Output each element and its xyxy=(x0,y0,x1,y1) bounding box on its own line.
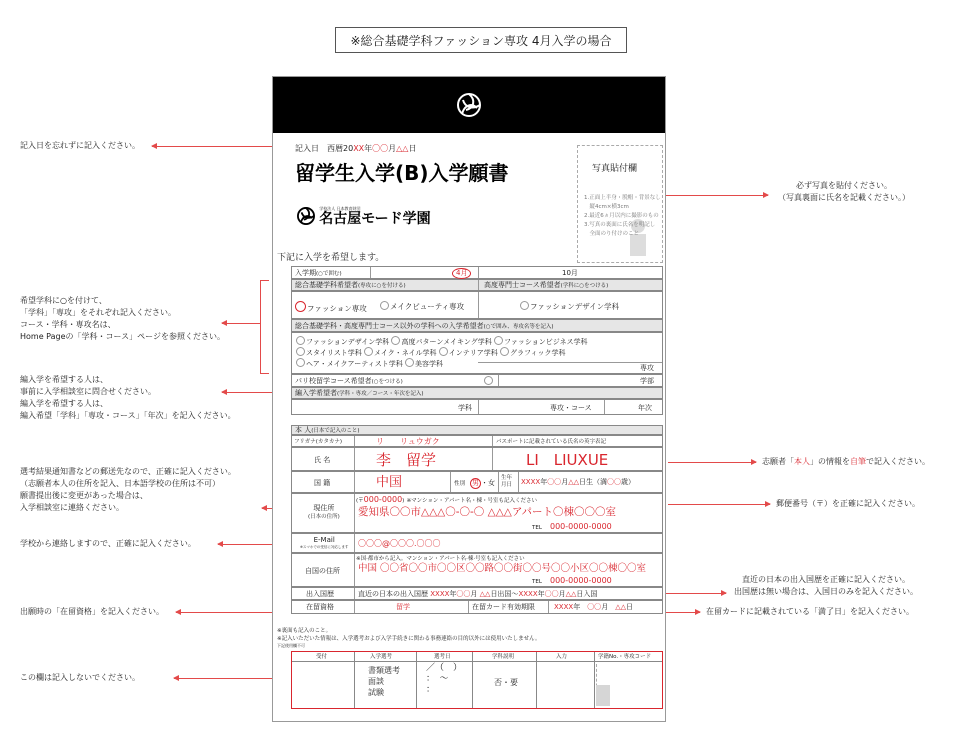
postal-code[interactable]: (〒000-0000) ※マンション・アパート名・棟・号室も記入ください xyxy=(356,495,537,504)
option-stylist[interactable]: スタイリスト学科 xyxy=(296,349,362,357)
furigana-row: フリガナ(カタカナ) リ リュウガク パスポートに記載されている氏名の英字表記 xyxy=(291,435,663,447)
note-department: 希望学科に○を付けて、 「学科」「専攻」をそれぞれ記入ください。 コース・学科・専攻名は、 Home Pageの「学科・コース」ページを参照ください。 xyxy=(20,296,225,341)
admission-october[interactable]: 10月 xyxy=(562,269,578,277)
note-card: 在留カードに記載されている「満了日」を記入ください。 xyxy=(706,607,914,616)
name-english-value[interactable]: LI LIUXUE xyxy=(526,451,609,469)
address-row: 現住所 (日本の住所) (〒000-0000) ※マンション・アパート名・棟・号室も記入ください 愛知県〇〇市△△△〇-〇-〇 △△△アパート〇棟〇〇〇室 TEL 000-0000-0000 xyxy=(291,493,663,533)
card-expiry-value[interactable]: XXXX年 〇〇月 △△日 xyxy=(554,603,633,611)
note-entry: 直近の日本の出入国歴を正確に記入ください。 出国歴は無い場合は、入国日のみを記入ください。 xyxy=(734,575,918,596)
transfer-header: 編入学希望者(学科・専攻／コース・年次を記入) xyxy=(291,387,663,399)
entry-date[interactable]: 記入日 西暦20XX年〇〇月△△日 xyxy=(295,144,417,153)
note-transfer: 編入学を希望する人は、 事前に入学相談室に問合せください。 編入学を希望する人は、 編入希望「学科」「専攻・コース」「年次」を記入ください。 xyxy=(20,375,236,420)
person-header: 本 人(日本で記入のこと) xyxy=(291,425,663,435)
note-photo: 必ず写真を貼付ください。 （写真裏面に氏名を記載ください。） xyxy=(778,181,910,202)
department-header-row: 総合基礎学科希望者(専攻に○を付ける) 高度専門士コース希望者(学科に○をつける) xyxy=(291,279,663,291)
paris-circle[interactable] xyxy=(484,376,494,387)
home-address-value[interactable]: 中国 〇〇省〇〇市〇〇区〇〇路〇〇街〇〇号〇〇小区〇〇棟〇〇室 xyxy=(358,563,647,574)
name-value[interactable]: 李 留学 xyxy=(376,451,437,469)
residence-status-row: 在留資格 留学 在留カード有効期限 XXXX年 〇〇月 △△日 xyxy=(291,600,663,614)
note-date: 記入日を忘れずに記入ください。 xyxy=(20,141,140,150)
residence-status-value[interactable]: 留学 xyxy=(396,603,410,611)
option-hair-make-artist[interactable]: ヘア・メイクアーティスト学科 xyxy=(296,360,403,368)
option-make-nail[interactable]: メイク・ネイル学科 xyxy=(364,349,437,357)
nationality-row: 国 籍 中国 性別 男 ・女 生年月日 XXXX年〇〇月△△日生（満〇〇歳） xyxy=(291,471,663,493)
option-graphic[interactable]: グラフィック学科 xyxy=(500,349,565,357)
footnotes: ※裏面も記入のこと。 ※記入いただいた情報は、入学選考および入学手続きに関わる事務連絡の目的以外には使用いたしません。 xyxy=(277,628,541,642)
school-logo: 学校法人 日本教育財団 名古屋モード学園 xyxy=(295,205,431,227)
name-row: 氏 名 李 留学 LI LIUXUE xyxy=(291,447,663,471)
office-use-label: 下記使用欄不可 xyxy=(277,643,305,648)
option-fashion-business[interactable]: ファッションビジネス学科 xyxy=(494,338,588,346)
note-office: この欄は記入しないでください。 xyxy=(20,673,140,682)
application-form xyxy=(272,76,666,722)
office-use-table: 受付 入学選考 選考日 学科説明 入力 学籍No.・専攻コード 書類選考 面談 試験 ／（ ） ： 〜 ： 否・要 xyxy=(291,651,663,709)
bracket-department xyxy=(260,280,269,374)
option-fashion-major[interactable]: ファッション専攻 xyxy=(295,301,367,313)
email-row: E-Mail ※スマホでの受信に対応します 〇〇〇@〇〇〇.〇〇〇 xyxy=(291,533,663,553)
transfer-row[interactable]: 学科 専攻・コース 年次 xyxy=(291,399,663,415)
admission-row: 入学期(○で囲む) 4月 10月 xyxy=(291,266,663,279)
arrow-photo xyxy=(664,195,768,196)
form-title: 留学生入学(B)入学願書 xyxy=(295,161,509,185)
option-pattern-making[interactable]: 高度パターンメイキング学科 xyxy=(391,338,491,346)
note-contact: 学校から連絡しますので、正確に記入ください。 xyxy=(20,539,196,548)
entry-history-row: 出入国歴 直近の日本の出入国歴 XXXX年〇〇月 △△日出国〜XXXX年〇〇月△△日入国 xyxy=(291,587,663,600)
tel-value[interactable]: 000-0000-0000 xyxy=(550,522,612,531)
photo-box[interactable]: 写真貼付欄 1.正面上半身・脱帽・背景なし 縦4cm×横3cm 2.最近6ヵ月以内に撮影のもの 3.写真の裏面に氏名を明記し 全面のり付けのこと xyxy=(577,145,663,263)
sex-select[interactable]: 男 ・女 xyxy=(472,479,495,487)
home-tel-value[interactable]: 000-0000-0000 xyxy=(550,576,612,585)
note-address: 選考結果通知書などの郵送先なので、正確に記入ください。 （志願者本人の住所を記入、日本語学校の住所は不可） 願書提出後に変更があった場合は、 入学相談室に連絡ください。 xyxy=(20,467,236,512)
option-fashion-design-dept[interactable]: ファッションデザイン学科 xyxy=(520,301,619,311)
note-status: 出願時の「在留資格」を記入ください。 xyxy=(20,607,164,616)
arrow-department xyxy=(222,323,260,324)
birthdate-value[interactable]: XXXX年〇〇月△△日生（満〇〇歳） xyxy=(521,478,635,486)
arrow-date xyxy=(152,146,272,147)
address-value[interactable]: 愛知県〇〇市△△△〇-〇-〇 △△△アパート〇棟〇〇〇室 xyxy=(358,506,617,518)
home-address-row: 自国の住所 ※国·都市から記入。マンション・アパート名·棟·号室も記入ください 中国 〇〇省〇〇市〇〇区〇〇路〇〇街〇〇号〇〇小区〇〇棟〇〇室 TEL 000-0000-0000 xyxy=(291,553,663,587)
note-applicant: 志願者「本人」の情報を自筆で記入ください。 xyxy=(762,457,930,466)
arrow-postal xyxy=(668,504,770,505)
option-interior[interactable]: インテリア学科 xyxy=(439,349,498,357)
option-fashion-design[interactable]: ファッションデザイン学科 xyxy=(296,338,389,346)
arrow-applicant xyxy=(668,462,756,463)
form-header xyxy=(273,77,665,133)
other-dept-header: 総合基礎学科・高度専門士コース以外の学科への入学希望者(○で囲み、専攻名等を記入) xyxy=(291,319,663,332)
arrow-card xyxy=(664,612,700,613)
admission-april[interactable]: 4月 xyxy=(452,268,471,279)
email-value[interactable]: 〇〇〇@〇〇〇.〇〇〇 xyxy=(358,539,441,548)
note-postal: 郵便番号（〒）を正確に記入ください。 xyxy=(776,499,920,508)
scenario-banner: ※総合基礎学科ファッション専攻 4月入学の場合 xyxy=(335,27,627,53)
school-emblem-icon xyxy=(454,90,484,120)
school-logo-icon xyxy=(295,205,317,227)
furigana-value[interactable]: リ リュウガク xyxy=(376,437,440,446)
option-make-beauty-major[interactable]: メイクビューティ専攻 xyxy=(380,301,464,311)
other-dept-options: ファッションデザイン学科 高度パターンメイキング学科 ファッションビジネス学科 スタイリスト学科 メイク・ネイル学科 インテリア学科 グラフィック学科 ヘア・メイクアーティスト学科 美容学科 専攻 xyxy=(291,332,663,374)
nationality-value[interactable]: 中国 xyxy=(376,475,403,490)
arrow-status xyxy=(176,612,284,613)
department-options-row xyxy=(291,291,663,319)
arrow-entry xyxy=(664,593,726,594)
entry-history-value[interactable]: 直近の日本の出入国歴 XXXX年〇〇月 △△日出国〜XXXX年〇〇月△△日入国 xyxy=(358,590,598,598)
paris-row: パリ校留学コース希望者(○をつける) 学部 xyxy=(291,374,663,387)
intro-text: 下記に入学を希望します。 xyxy=(277,253,385,263)
option-beauty[interactable]: 美容学科 xyxy=(405,360,443,368)
